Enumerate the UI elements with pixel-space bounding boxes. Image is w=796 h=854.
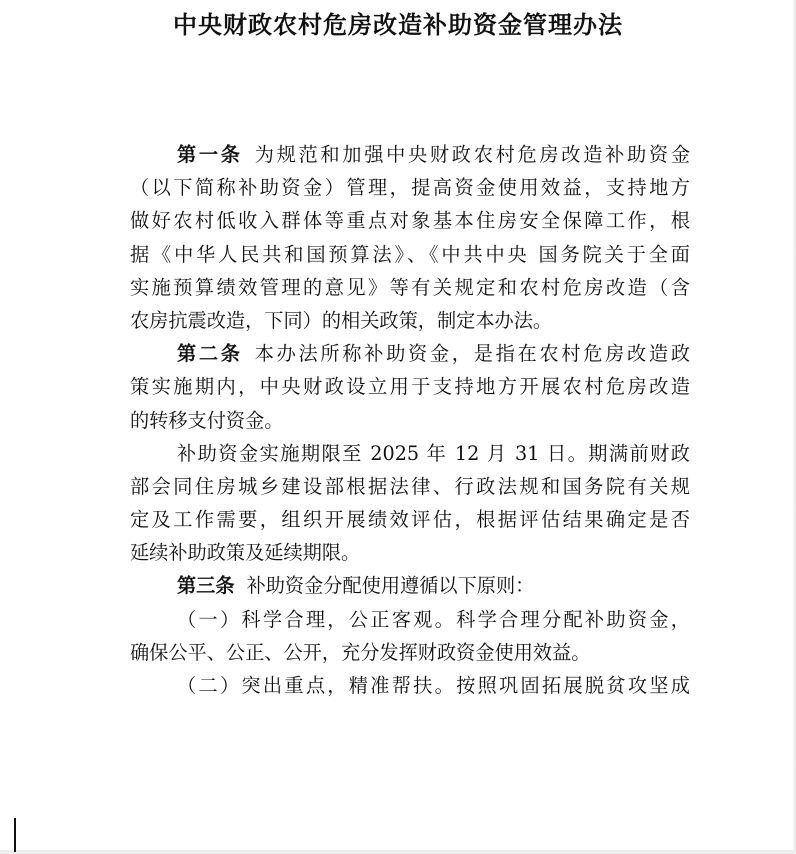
document-body bbox=[130, 138, 690, 702]
article-1 bbox=[130, 138, 690, 337]
principle-1 bbox=[130, 603, 690, 669]
article-heading: 第一条 bbox=[177, 143, 243, 166]
paragraph-line: 据《中华人民共和国预算法》、《中共中央 国务院关于全面 bbox=[130, 242, 690, 266]
line-text: 为规范和加强中央财政农村危房改造补助资金 bbox=[254, 143, 691, 166]
article-heading: 第三条 bbox=[177, 574, 235, 598]
paragraph-line: 定及工作需要，组织开展绩效评估，根据评估结果确定是否 bbox=[130, 508, 690, 532]
paragraph-line: 策实施期内，中央财政设立用于支持地方开展农村危房改造 bbox=[130, 375, 690, 399]
article-heading: 第二条 bbox=[177, 342, 243, 366]
paragraph-line: （二）突出重点，精准帮扶。按照巩固拓展脱贫攻坚成 bbox=[177, 674, 690, 697]
scan-margin-mark bbox=[14, 818, 16, 852]
article-2 bbox=[130, 337, 690, 437]
paragraph-line: 部会同住房城乡建设部根据法律、行政法规和国务院有关规 bbox=[130, 474, 690, 498]
paragraph-line: 确保公平、公正、公开，充分发挥财政资金使用效益。 bbox=[130, 640, 591, 664]
paragraph-line: 实施预算绩效管理的意见》等有关规定和农村危房改造（含 bbox=[130, 275, 690, 299]
paragraph-line: 补助资金实施期限至 2025 年 12 月 31 日。期满前财政 bbox=[177, 441, 690, 465]
article-3 bbox=[130, 569, 690, 602]
scan-bottom-edge bbox=[0, 850, 796, 854]
paragraph-line bbox=[130, 138, 690, 171]
scan-right-edge bbox=[792, 0, 796, 854]
paragraph-line: 的转移支付资金。 bbox=[130, 408, 284, 432]
paragraph-line bbox=[130, 337, 690, 370]
line-text: 本办法所称补助资金，是指在农村危房改造政 bbox=[254, 342, 691, 366]
paragraph-line: 做好农村低收入群体等重点对象基本住房安全保障工作，根 bbox=[130, 209, 690, 233]
paragraph-term bbox=[130, 437, 690, 570]
paragraph-line: （以下简称补助资金）管理，提高资金使用效益，支持地方 bbox=[130, 176, 690, 200]
paragraph-line: 农房抗震改造，下同）的相关政策，制定本办法。 bbox=[130, 308, 553, 332]
document-title: 中央财政农村危房改造补助资金管理办法 bbox=[173, 11, 623, 39]
paragraph-line: 延续补助政策及延续期限。 bbox=[130, 541, 361, 565]
paragraph-line: （一）科学合理，公正客观。科学合理分配补助资金， bbox=[177, 607, 690, 631]
line-text: 补助资金分配使用遵循以下原则： bbox=[246, 574, 535, 598]
principle-2 bbox=[130, 669, 690, 702]
paragraph-line bbox=[130, 569, 690, 602]
